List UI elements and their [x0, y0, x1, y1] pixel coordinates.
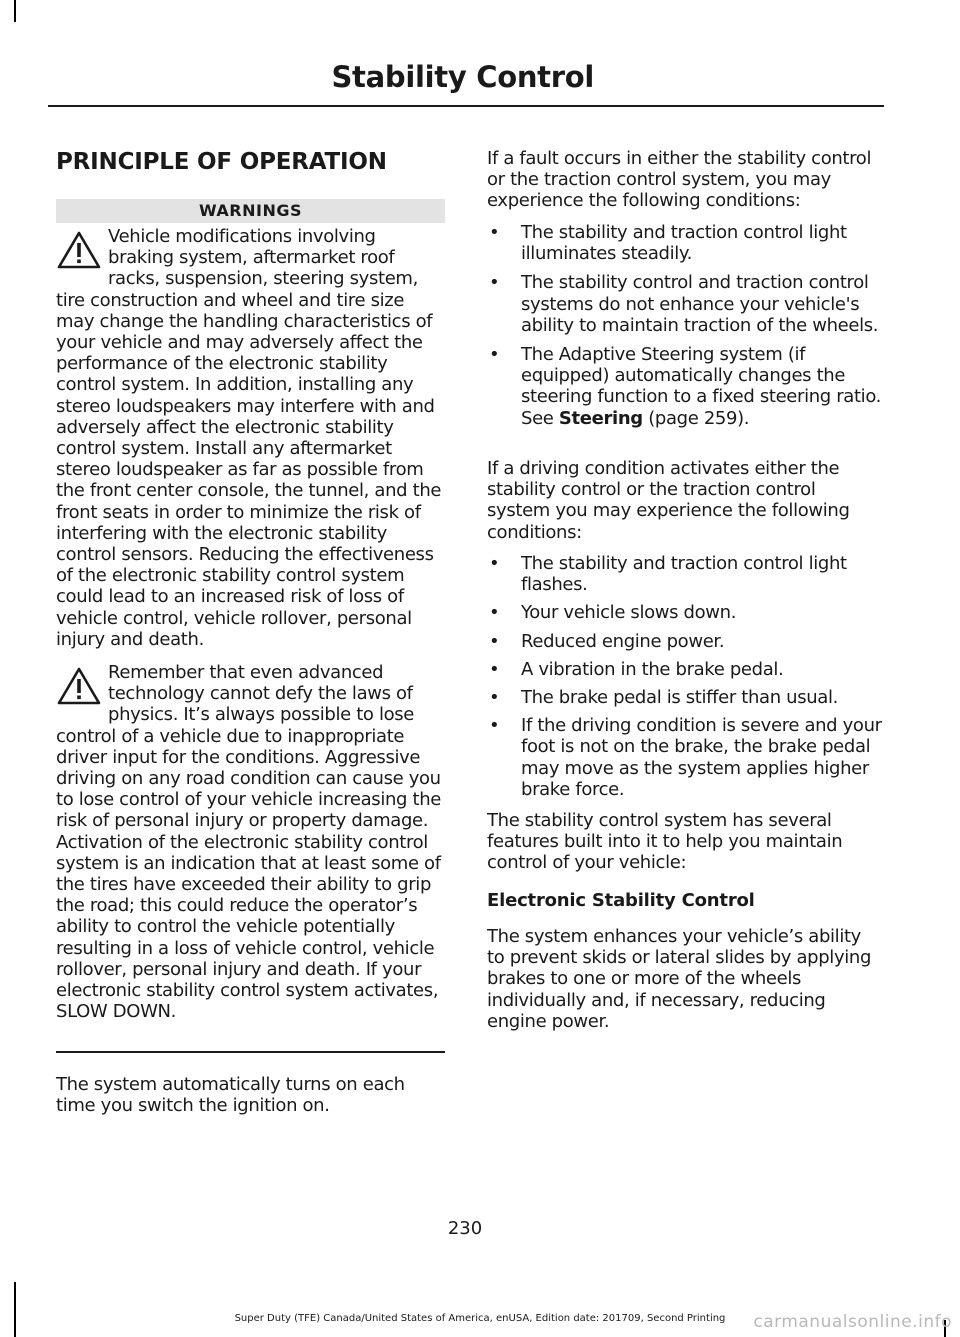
warning-triangle-icon — [56, 666, 102, 706]
list-item: • A vibration in the brake pedal. — [489, 658, 784, 680]
auto-on-paragraph: The system automatically turns on each time you switch the ignition on. — [56, 1074, 405, 1117]
bullet-mark: • — [489, 222, 500, 243]
list-item: • The stability and traction control light illuminates steadily. — [489, 222, 847, 265]
watermark: carmanualsonline.info — [753, 1312, 952, 1332]
warnings-end-rule — [56, 1051, 445, 1053]
warning-text-1: Vehicle modifications involving braking system, aftermarket roof racks, suspension, steering system, tire construction and wheel and tire size may change the handling characteristics of your vehicle and may adversely affect the performance of the electronic stability control system. In addition, installing any stereo loudspeakers may interfere with and adversely affect the electronic stability control system. Install any aftermarket stereo loudspeaker as far as possible from the front center console, the tunnel, and the front seats in order to minimize the risk of interfering with the electronic stability control sensors. Reducing the effectiveness of the electronic stability control system could lead to an increased risk of loss of vehicle control, vehicle rollover, personal injury and death. — [56, 226, 442, 650]
fault-intro-paragraph: If a fault occurs in either the stability control or the traction control system, you may experience the following conditions: — [487, 148, 872, 212]
warning-block-1 — [56, 226, 446, 650]
list-item: • If the driving condition is severe and your foot is not on the brake, the brake pedal may move as the system applies higher brake force. — [489, 715, 882, 800]
bullet-mark: • — [489, 344, 500, 366]
bullet-mark: • — [489, 715, 500, 737]
footer-edition-text: Super Duty (TFE) Canada/United States of America, enUSA, Edition date: 201709, Second Printing — [234, 1313, 726, 1324]
esc-heading: Electronic Stability Control — [487, 890, 755, 911]
steering-reference-link[interactable]: Steering — [558, 407, 643, 429]
list-item: • Reduced engine power. — [489, 630, 725, 652]
bullet-mark: • — [489, 630, 500, 652]
bullet-mark: • — [489, 553, 500, 574]
bullet-mark: • — [489, 687, 500, 709]
page-header-title: Stability Control — [331, 60, 594, 94]
crop-mark-bottom-left — [14, 1282, 16, 1337]
fault-conditions-list — [487, 222, 882, 429]
warning-triangle-icon — [56, 230, 102, 270]
driving-intro-paragraph: If a driving condition activates either the stability control or the traction control system you may experience the following conditions: — [487, 458, 850, 543]
list-item: • Your vehicle slows down. — [489, 602, 737, 624]
steering-page-ref: (page 259). — [648, 407, 750, 429]
list-item: • The stability and traction control light flashes. — [489, 553, 847, 596]
esc-paragraph: The system enhances your vehicle’s ability to prevent skids or lateral slides by applying brakes to one or more of the wheels individually and, if necessary, reducing engine power. — [487, 926, 872, 1032]
list-item — [487, 344, 882, 429]
page-number: 230 — [447, 1218, 483, 1239]
list-item: • The brake pedal is stiffer than usual. — [489, 687, 838, 709]
crop-mark-top-left — [14, 0, 16, 22]
list-item: • The stability control and traction control systems do not enhance your vehicle's ability to maintain traction of the wheels. — [489, 272, 879, 336]
header-rule — [48, 105, 884, 107]
steering-bullet-text: The Adaptive Steering system (if equipped) automatically changes the steering function to a fixed steering ratio. See — [521, 344, 882, 429]
features-intro-paragraph: The stability control system has several features built into it to help you maintain control of your vehicle: — [487, 810, 843, 874]
bullet-mark: • — [489, 602, 500, 624]
bullet-mark: • — [489, 272, 500, 294]
warnings-label: WARNINGS — [56, 199, 445, 223]
warning-text-2: Remember that even advanced technology cannot defy the laws of physics. It’s always possible to lose control of a vehicle due to inappropriate driver input for the conditions. Aggressive driving on any road condition can cause you to lose control of your vehicle increasing the risk of personal injury or property damage. Activation of the electronic stability control system is an indication that at least some of the tires have exceeded their ability to grip the road; this could reduce the operator’s ability to control the vehicle potentially resulting in a loss of vehicle control, vehicle rollover, personal injury and death. If your electronic stability control system activates, SLOW DOWN. — [56, 662, 441, 1023]
bullet-mark: • — [489, 658, 500, 680]
driving-conditions-list — [487, 553, 882, 800]
section-heading: PRINCIPLE OF OPERATION — [56, 149, 387, 175]
warning-block-2 — [56, 662, 446, 1022]
